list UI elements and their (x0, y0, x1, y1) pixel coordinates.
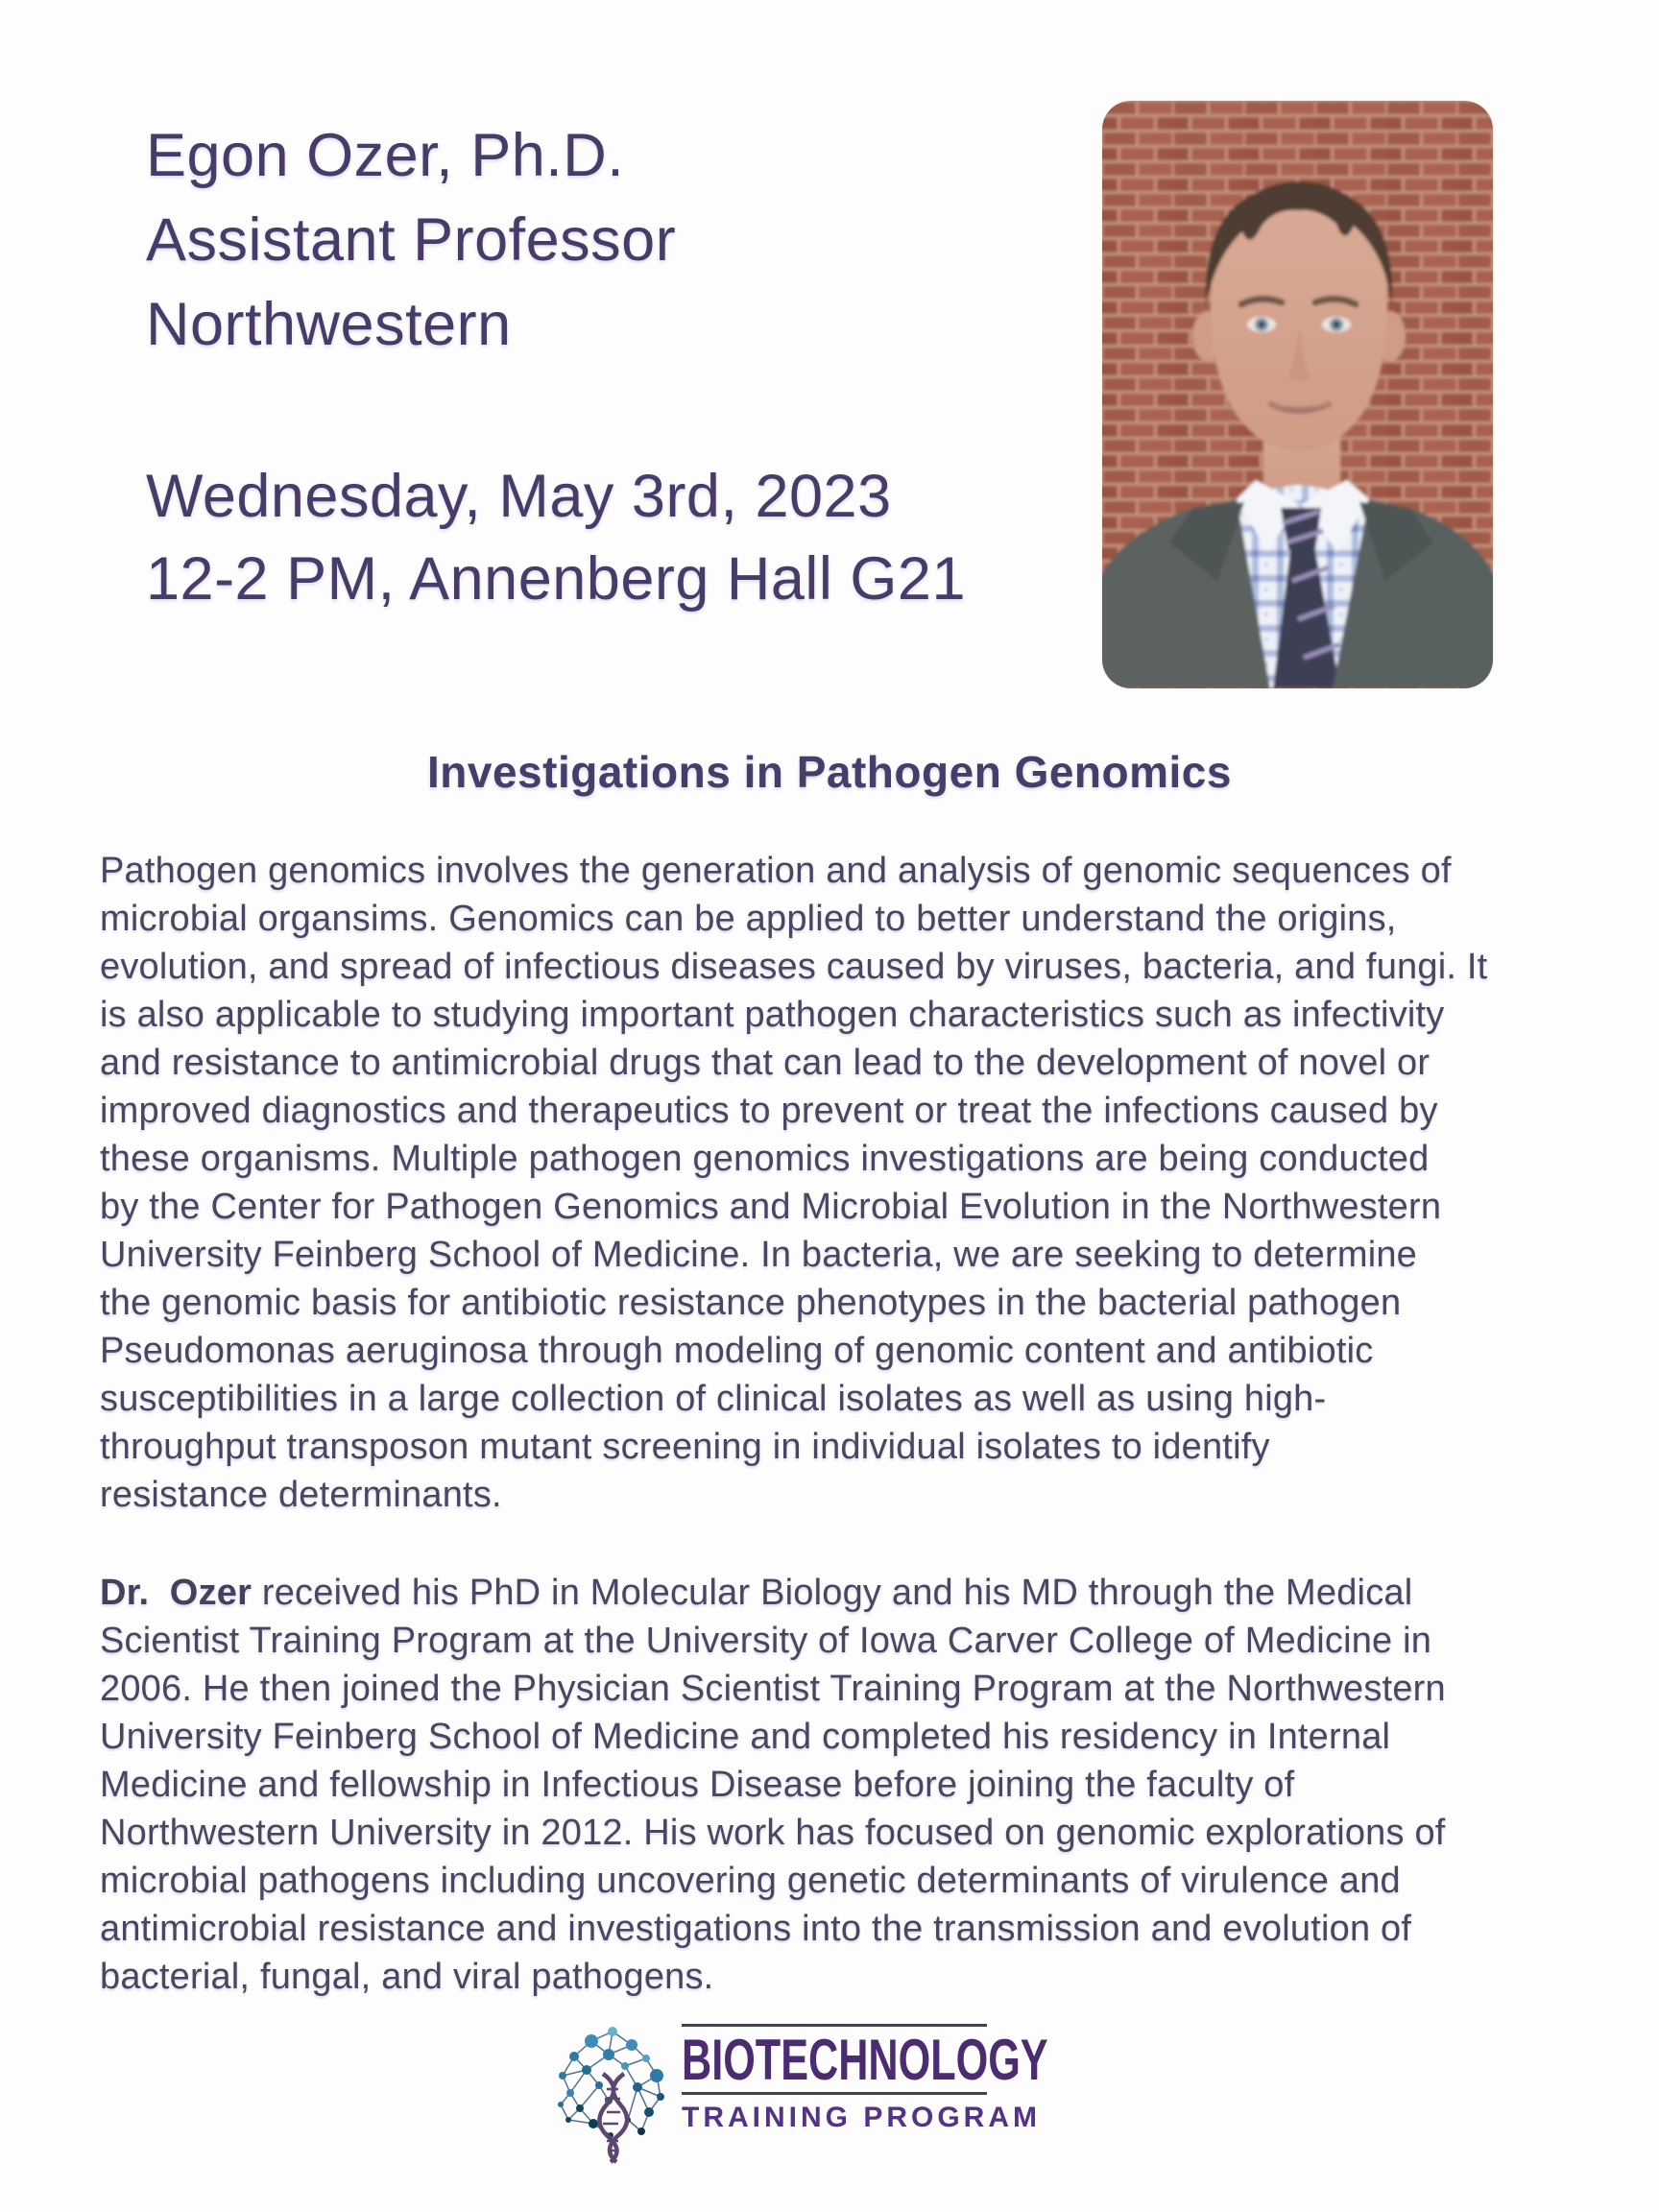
bio-first-line-rest: received his PhD in Molecular Biology and his MD through the Medical (252, 1573, 1413, 1613)
logo-text-block (682, 2020, 1048, 2137)
text-line: evolution, and spread of infectious diseases caused by viruses, bacteria, and fungi. It (100, 947, 1488, 987)
logo-top-rule (682, 2024, 987, 2027)
text-line: Northwestern University in 2012. His work has focused on genomic explorations of (100, 1813, 1446, 1853)
bio-lines (100, 1617, 1598, 2001)
bio-paragraph (100, 1569, 1598, 2001)
text-line: Medicine and fellowship in Infectious Disease before joining the faculty of (100, 1765, 1295, 1805)
text-line: microbial pathogens including uncovering genetic determinants of virulence and (100, 1861, 1401, 1901)
speaker-header (146, 113, 676, 367)
text-line: University Feinberg School of Medicine. In bacteria, we are seeking to determine (100, 1235, 1418, 1275)
text-line: is also applicable to studying important pathogen characteristics such as infectivity (100, 995, 1445, 1035)
text-line: resistance determinants. (100, 1475, 502, 1515)
text-line: 2006. He then joined the Physician Scientist Training Program at the Northwestern (100, 1669, 1446, 1709)
abstract-paragraph (100, 847, 1598, 1519)
text-line: Pseudomonas aeruginosa through modeling of genomic content and antibiotic (100, 1331, 1374, 1371)
text-line: bacterial, fungal, and viral pathogens. (100, 1957, 714, 1997)
speaker-photo-image (1102, 101, 1493, 688)
bio-speaker-name: Dr. Ozer (100, 1573, 252, 1613)
text-line: throughput transposon mutant screening in individual isolates to identify (100, 1427, 1270, 1467)
talk-title: Investigations in Pathogen Genomics (427, 747, 1232, 797)
biotechnology-training-program-logo (553, 2020, 1048, 2164)
text-line: susceptibilities in a large collection of clinical isolates as well as using high- (100, 1379, 1327, 1419)
text-line: by the Center for Pathogen Genomics and Microbial Evolution in the Northwestern (100, 1187, 1442, 1227)
text-line: Pathogen genomics involves the generation and analysis of genomic sequences of (100, 851, 1452, 891)
text-line: these organisms. Multiple pathogen genomics investigations are being conducted (100, 1139, 1430, 1179)
text-line: improved diagnostics and therapeutics to prevent or treat the infections caused by (100, 1091, 1438, 1131)
abstract-lines (100, 847, 1598, 1519)
speaker-title: Assistant Professor (146, 206, 677, 274)
speaker-institution: Northwestern (146, 291, 512, 358)
logo-middle-rule (682, 2092, 987, 2095)
event-time-location: 12-2 PM, Annenberg Hall G21 (146, 545, 967, 613)
logo-subtitle: TRAINING PROGRAM (682, 2102, 1041, 2133)
text-line: and resistance to antimicrobial drugs that can lead to the development of novel or (100, 1043, 1431, 1083)
bio-first-line (100, 1569, 1598, 1617)
text-line: Scientist Training Program at the University of Iowa Carver College of Medicine in (100, 1621, 1432, 1661)
logo-title: BIOTECHNOLOGY (682, 2028, 1048, 2092)
brain-network-dna-icon (553, 2020, 670, 2164)
text-line: microbial organsims. Genomics can be applied to better understand the origins, (100, 899, 1397, 939)
speaker-name: Egon Ozer, Ph.D. (146, 122, 625, 189)
event-info (146, 455, 966, 620)
text-line: the genomic basis for antibiotic resistance phenotypes in the bacterial pathogen (100, 1283, 1402, 1323)
text-line: University Feinberg School of Medicine and completed his residency in Internal (100, 1717, 1391, 1757)
speaker-photo (1102, 101, 1493, 688)
event-date: Wednesday, May 3rd, 2023 (146, 463, 892, 530)
text-line: antimicrobial resistance and investigations into the transmission and evolution of (100, 1909, 1412, 1949)
